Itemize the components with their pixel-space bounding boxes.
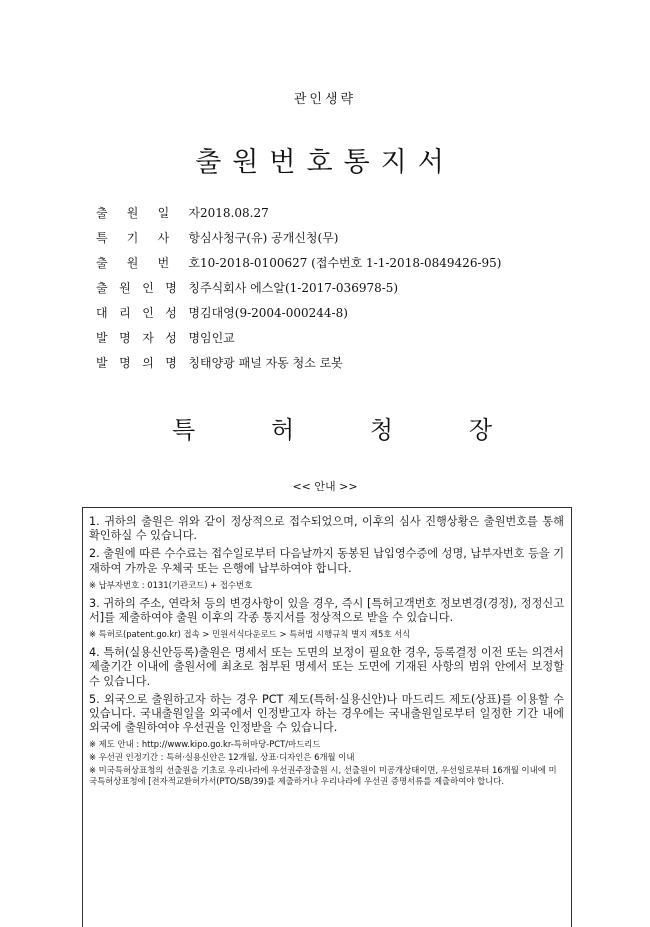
info-label — [96, 204, 200, 221]
commissioner-title — [172, 410, 492, 445]
notice-note-5c: ※ 미국특허상표청의 선출원을 기초로 우리나라에 우선권주장출원 시, 선출원이 미공개상태이면, 우선일로부터 16개월 이내에 미국특허상표청에 [전자적교환허가서(PTO/SB/39)를 제출하거나 우리나라에 우선권 증명서류를 제출하여야 합니다. — [89, 765, 557, 787]
info-label — [96, 254, 200, 271]
info-label-char: 일 — [157, 206, 170, 220]
info-label-char: 인 — [142, 281, 154, 295]
info-label-char: 인 — [142, 306, 154, 320]
info-label — [96, 304, 200, 321]
info-label — [96, 354, 200, 371]
info-label-char: 명 — [119, 356, 131, 370]
info-value: 김대영(9-2004-000244-8) — [200, 306, 348, 320]
info-row-applicant — [96, 275, 616, 300]
application-info — [96, 200, 616, 375]
info-label-char: 원 — [126, 256, 139, 270]
info-label — [96, 279, 200, 296]
info-row-agent — [96, 300, 616, 325]
info-row-inventor — [96, 325, 616, 350]
info-label-char: 명 — [165, 281, 177, 295]
info-label-char: 명 — [188, 331, 200, 345]
notice-note-5b: ※ 우선권 인정기간 : 특허·실용신안은 12개월, 상표·디자인은 6개월 이내 — [89, 752, 355, 763]
info-row-filing-date — [96, 200, 616, 225]
info-label-char: 특 — [96, 231, 108, 245]
header-stamp-text: 관인생략 — [293, 92, 357, 107]
info-label-char: 출 — [96, 281, 108, 295]
commissioner-title-char: 장 — [468, 416, 492, 444]
info-label-char: 항 — [188, 231, 200, 245]
info-value: 태양광 패널 자동 청소 로봇 — [200, 356, 343, 370]
notice-paragraph-3: 3. 귀하의 주소, 연락처 등의 변경사항이 있을 경우, 즉시 [특허고객번호 정보변경(경정), 정정신고서]를 제출하여야 출원 이후의 각종 통지서를 정상적으로 받을 수 있습니다. — [89, 596, 564, 625]
info-label-char: 자 — [142, 331, 154, 345]
info-label-char: 발 — [96, 356, 108, 370]
notice-box — [82, 507, 572, 927]
notice-paragraph-5: 5. 외국으로 출원하고자 하는 경우 PCT 제도(특허·실용신안)나 마드리드 제도(상표)를 이용할 수 있습니다. 국내출원일을 외국에서 인정받고자 하는 경우에는 국내출원일로부터 일정한 기간 내에 외국에 출원하여야 우선권을 인정받을 수 있습니다. — [89, 692, 564, 735]
info-label-char: 대 — [96, 306, 108, 320]
info-label-char: 성 — [165, 331, 177, 345]
info-label-char: 번 — [157, 256, 170, 270]
guide-heading: << 안내 >> — [292, 480, 358, 493]
info-row-special-notes — [96, 225, 616, 250]
page-title: 출원번호통지서 — [195, 147, 455, 178]
info-label-char: 리 — [119, 306, 131, 320]
info-label — [96, 229, 200, 246]
info-label-char: 명 — [188, 306, 200, 320]
info-label-char: 기 — [126, 231, 139, 245]
commissioner-title-char: 특 — [172, 416, 196, 444]
info-label-char: 의 — [142, 356, 154, 370]
info-value: 심사청구(유) 공개신청(무) — [200, 231, 339, 245]
info-label-char: 칭 — [188, 281, 200, 295]
info-label-char: 명 — [165, 356, 177, 370]
info-label-char: 명 — [119, 331, 131, 345]
commissioner-title-char: 허 — [270, 416, 295, 444]
info-row-invention-title — [96, 350, 616, 375]
notice-note-2: ※ 납부자번호 : 0131(기관코드) + 접수번호 — [89, 579, 253, 590]
info-value: 주식회사 에스알(1-2017-036978-5) — [200, 281, 399, 295]
info-label-char: 발 — [96, 331, 108, 345]
info-label-char: 사 — [157, 231, 170, 245]
notice-note-3: ※ 특허로(patent.go.kr) 접속 > 민원서식다운로드 > 특허법 시행규칙 별지 제5호 서식 — [89, 629, 411, 640]
info-label-char: 칭 — [188, 356, 200, 370]
info-value: 10-2018-0100627 (접수번호 1-1-2018-0849426-95) — [200, 256, 502, 270]
info-label-char: 호 — [188, 256, 200, 270]
info-value: 임인교 — [200, 331, 235, 345]
info-label — [96, 329, 200, 346]
info-label-char: 출 — [96, 206, 108, 220]
notice-note-5a: ※ 제도 안내 : http://www.kipo.go.kr-특허마당-PCT/마드리드 — [89, 739, 321, 750]
info-row-application-number — [96, 250, 616, 275]
info-label-char: 원 — [119, 281, 131, 295]
notice-paragraph-2: 2. 출원에 따른 수수료는 접수일로부터 다음날까지 동봉된 납입영수증에 성명, 납부자번호 등을 기재하여 가까운 우체국 또는 은행에 납부하여야 합니다. — [89, 547, 564, 575]
info-label-char: 성 — [165, 306, 177, 320]
notice-paragraph-1: 1. 귀하의 출원은 위와 같이 정상적으로 접수되었으며, 이후의 심사 진행상황은 출원번호를 통해 확인하실 수 있습니다. — [89, 515, 564, 543]
info-label-char: 원 — [126, 206, 139, 220]
notice-paragraph-4: 4. 특허(실용신안등록)출원은 명세서 또는 도면의 보정이 필요한 경우, 등록결정 이전 또는 의견서 제출기간 이내에 출원서에 최초로 첨부된 명세서 또는 도면에 기재된 사항의 범위 안에서 보정할 수 있습니다. — [89, 646, 564, 688]
info-label-char: 출 — [96, 256, 108, 270]
info-label-char: 자 — [188, 206, 200, 220]
info-value: 2018.08.27 — [200, 205, 269, 220]
commissioner-title-char: 청 — [369, 416, 394, 444]
